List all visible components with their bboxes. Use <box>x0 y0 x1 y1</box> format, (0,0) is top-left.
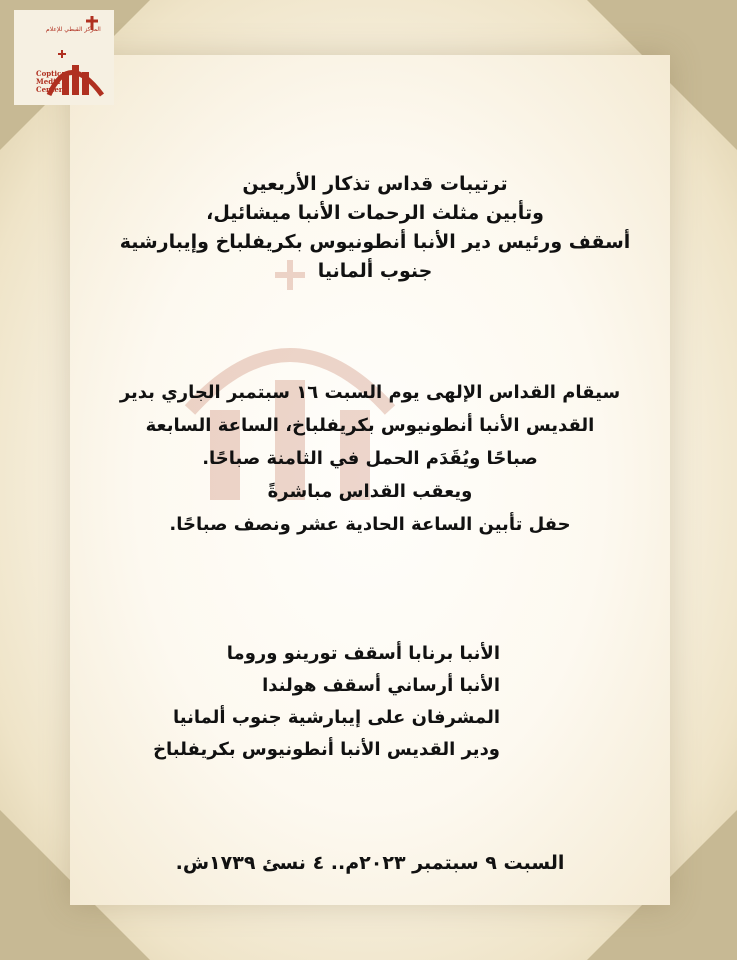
logo-line-center: Center <box>36 85 63 94</box>
announcement-heading <box>100 170 650 286</box>
coptic-media-center-logo <box>14 10 114 105</box>
details-line: سيقام القداس الإلهى يوم السبت ١٦ سبتمبر الجاري بدير <box>119 382 621 403</box>
heading-line: وتأبين مثلث الرحمات الأنبا ميشائيل، <box>206 202 544 224</box>
logo-english-text <box>36 70 63 94</box>
details-line: حفل تأبين الساعة الحادية عشر ونصف صباحًا. <box>169 514 571 535</box>
details-line: صباحًا ويُقَدَم الحمل في الثامنة صباحًا. <box>202 448 538 469</box>
logo-line-coptic: Coptic <box>36 69 62 78</box>
signatory-line: المشرفان على إيبارشية جنوب ألمانيا <box>172 707 500 728</box>
signatory-line: الأنبا برنابا أسقف تورينو وروما <box>226 643 500 664</box>
logo-arabic-text: المركز القبطي للإعلام <box>46 26 101 33</box>
signatory-line: ودير القديس الأنبا أنطونيوس بكريفلباخ <box>153 739 500 760</box>
heading-line: ترتيبات قداس تذكار الأربعين <box>242 173 508 195</box>
logo-line-media: Media <box>36 77 61 86</box>
heading-line: جنوب ألمانيا <box>317 260 433 282</box>
details-line: ويعقب القداس مباشرةً <box>267 481 473 502</box>
heading-line: أسقف ورئيس دير الأنبا أنطونيوس بكريفلباخ وإيبارشية <box>119 231 631 253</box>
signatories <box>100 638 500 766</box>
liturgy-details <box>110 376 630 541</box>
church-logo-icon <box>14 10 114 105</box>
announcement-date: السبت ٩ سبتمبر ٢٠٢٣م.. ٤ نسئ ١٧٣٩ش. <box>175 852 565 874</box>
signatory-line: الأنبا أرساني أسقف هولندا <box>262 675 500 696</box>
details-line: القديس الأنبا أنطونيوس بكريفلباخ، الساعة السابعة <box>145 415 595 436</box>
